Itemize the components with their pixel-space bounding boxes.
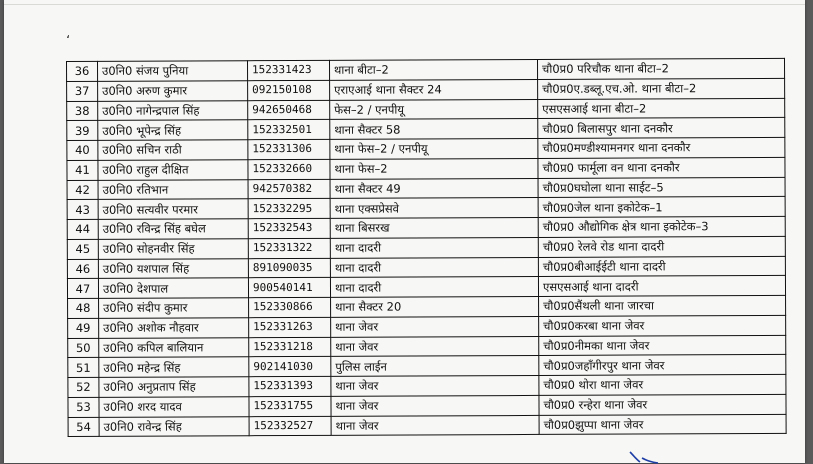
current-posting-cell: थाना जेवर — [331, 375, 539, 396]
serial-number-cell: 52 — [68, 377, 99, 397]
phone-number-cell: 942650468 — [248, 100, 330, 120]
serial-number-cell: 36 — [67, 61, 98, 81]
serial-number-cell: 50 — [68, 338, 99, 358]
officer-name-cell: उ0नि0 सत्यवीर परमार — [98, 199, 248, 219]
phone-number-cell: 152332501 — [248, 120, 330, 140]
serial-number-cell: 48 — [68, 298, 99, 318]
new-assignment-cell: चौ0प्र0 बिलासपुर थाना दनकौर — [538, 118, 785, 139]
phone-number-cell: 942570382 — [248, 179, 330, 199]
officer-name-cell: उ0नि0 शरद यादव — [99, 396, 249, 416]
current-posting-cell: थाना जेवर — [331, 336, 539, 357]
page-top-rule — [4, 4, 805, 5]
new-assignment-cell: एसएसआई थाना दादरी — [538, 276, 785, 297]
current-posting-cell: थाना बिसरख — [330, 217, 538, 238]
document-page — [4, 0, 805, 463]
current-posting-cell: थाना सैक्टर 49 — [330, 178, 538, 199]
serial-number-cell: 43 — [67, 200, 98, 220]
phone-number-cell: 152331423 — [248, 60, 330, 80]
officer-name-cell: उ0नि0 रावेन्द्र सिंह — [99, 416, 249, 436]
phone-number-cell: 902141030 — [249, 357, 331, 377]
phone-number-cell: 152331306 — [248, 139, 330, 159]
phone-number-cell: 152332543 — [248, 218, 330, 238]
serial-number-cell: 46 — [67, 259, 98, 279]
officer-name-cell: उ0नि0 रविन्द्र सिंह बघेल — [98, 219, 248, 239]
phone-number-cell: 152332660 — [248, 159, 330, 179]
new-assignment-cell: चौ0प्र0मण्डीश्यामनगर थाना दनकौर — [538, 137, 785, 158]
new-assignment-cell: चौ0प्र0करबा थाना जेवर — [539, 315, 786, 336]
phone-number-cell: 152331393 — [249, 376, 331, 396]
current-posting-cell: थाना दादरी — [330, 237, 538, 258]
serial-number-cell: 53 — [68, 397, 99, 417]
current-posting-cell: थाना फेस–2 — [330, 158, 538, 179]
new-assignment-cell: चौ0प्र0बीआईईटी थाना दादरी — [538, 256, 785, 277]
current-posting-cell: पुलिस लाईन — [331, 356, 539, 377]
phone-number-cell: 152331755 — [249, 396, 331, 416]
officer-name-cell: उ0नि0 अशोक नौहवार — [99, 317, 249, 337]
new-assignment-cell: चौ0प्र0नीमका थाना जेवर — [539, 335, 786, 356]
current-posting-cell: थाना बीटा–2 — [329, 59, 537, 80]
serial-number-cell: 51 — [68, 358, 99, 378]
serial-number-cell: 49 — [68, 318, 99, 338]
current-posting-cell: थाना फेस–2 / एनपीयू — [330, 138, 538, 159]
new-assignment-cell: चौ0प्र0झुप्पा थाना जेवर — [539, 414, 786, 435]
new-assignment-cell: चौ0प्र0 परिचौक थाना बीटा–2 — [537, 58, 784, 79]
current-posting-cell: थाना सैक्टर 20 — [331, 296, 539, 317]
serial-number-cell: 44 — [67, 219, 98, 239]
officer-name-cell: उ0नि0 भूपेन्द्र सिंह — [98, 120, 248, 140]
table-body — [67, 58, 787, 436]
table-row — [68, 414, 786, 437]
new-assignment-cell: चौ0प्र0जेल थाना इकोटेक–1 — [538, 197, 785, 218]
serial-number-cell: 37 — [67, 81, 98, 101]
serial-number-cell: 38 — [67, 101, 98, 121]
current-posting-cell: थाना जेवर — [331, 316, 539, 337]
officer-name-cell: उ0नि0 रतिभान — [98, 179, 248, 199]
serial-number-cell: 54 — [68, 417, 99, 437]
phone-number-cell: 152330866 — [249, 297, 331, 317]
serial-number-cell: 41 — [67, 160, 98, 180]
serial-number-cell: 39 — [67, 121, 98, 141]
stray-mark: ، — [66, 27, 70, 41]
serial-number-cell: 47 — [67, 279, 98, 299]
phone-number-cell: 900540141 — [248, 278, 330, 298]
officer-name-cell: उ0नि0 संदीप कुमार — [99, 298, 249, 318]
current-posting-cell: थाना जेवर — [331, 415, 539, 436]
officer-name-cell: उ0नि0 देशपाल — [98, 278, 248, 298]
current-posting-cell: थाना सैक्टर 58 — [330, 119, 538, 140]
current-posting-cell: एराएआई थाना सैक्टर 24 — [330, 79, 538, 100]
new-assignment-cell: एसएसआई थाना बीटा–2 — [538, 98, 785, 119]
new-assignment-cell: चौ0प्र0 औद्योगिक क्षेत्र थाना इकोटेक–3 — [538, 216, 785, 237]
phone-number-cell: 152332527 — [249, 416, 331, 436]
officer-name-cell: उ0नि0 राहुल दीक्षित — [98, 159, 248, 179]
serial-number-cell: 42 — [67, 180, 98, 200]
current-posting-cell: फेस–2 / एनपीयू — [330, 99, 538, 120]
officer-name-cell: उ0नि0 अनुप्रताप सिंह — [99, 377, 249, 397]
new-assignment-cell: चौ0प्र0 थोरा थाना जेवर — [539, 374, 786, 395]
new-assignment-cell: चौ0प्र0घघोला थाना साईट–5 — [538, 177, 785, 198]
phone-number-cell: 152332295 — [248, 199, 330, 219]
new-assignment-cell: चौ0प्र0 फार्मूला वन थाना दनकौर — [538, 157, 785, 178]
serial-number-cell: 40 — [67, 140, 98, 160]
current-posting-cell: थाना जेवर — [331, 395, 539, 416]
officer-name-cell: उ0नि0 सचिन राठी — [98, 140, 248, 160]
phone-number-cell: 152331322 — [248, 238, 330, 258]
transfer-list-table — [66, 58, 787, 437]
new-assignment-cell: चौ0प्र0 रन्हेरा थाना जेवर — [539, 394, 786, 415]
new-assignment-cell: चौ0प्र0सैंथली थाना जारचा — [539, 295, 786, 316]
officer-name-cell: उ0नि0 महेन्द्र सिंह — [99, 357, 249, 377]
current-posting-cell: थाना दादरी — [330, 257, 538, 278]
officer-name-cell: उ0नि0 यशपाल सिंह — [98, 258, 248, 278]
phone-number-cell: 152331218 — [249, 337, 331, 357]
officer-name-cell: उ0नि0 संजय पुनिया — [98, 61, 248, 81]
serial-number-cell: 45 — [67, 239, 98, 259]
new-assignment-cell: चौ0प्र0जहाँगीरपुर थाना जेवर — [539, 355, 786, 376]
officer-name-cell: उ0नि0 कपिल बालियान — [99, 337, 249, 357]
pen-mark — [628, 450, 668, 464]
current-posting-cell: थाना दादरी — [330, 277, 538, 298]
officer-name-cell: उ0नि0 नागेन्द्रपाल सिंह — [98, 100, 248, 120]
officer-name-cell: उ0नि0 अरुण कुमार — [98, 80, 248, 100]
phone-number-cell: 891090035 — [248, 258, 330, 278]
officer-name-cell: उ0नि0 सोहनवीर सिंह — [98, 238, 248, 258]
new-assignment-cell: चौ0प्र0 रेलवे रोड थाना दादरी — [538, 236, 785, 257]
phone-number-cell: 092150108 — [248, 80, 330, 100]
phone-number-cell: 152331263 — [249, 317, 331, 337]
new-assignment-cell: चौ0प्र0ए.डब्लू.एच.ओ. थाना बीटा–2 — [538, 78, 785, 99]
current-posting-cell: थाना एक्सप्रेसवे — [330, 198, 538, 219]
